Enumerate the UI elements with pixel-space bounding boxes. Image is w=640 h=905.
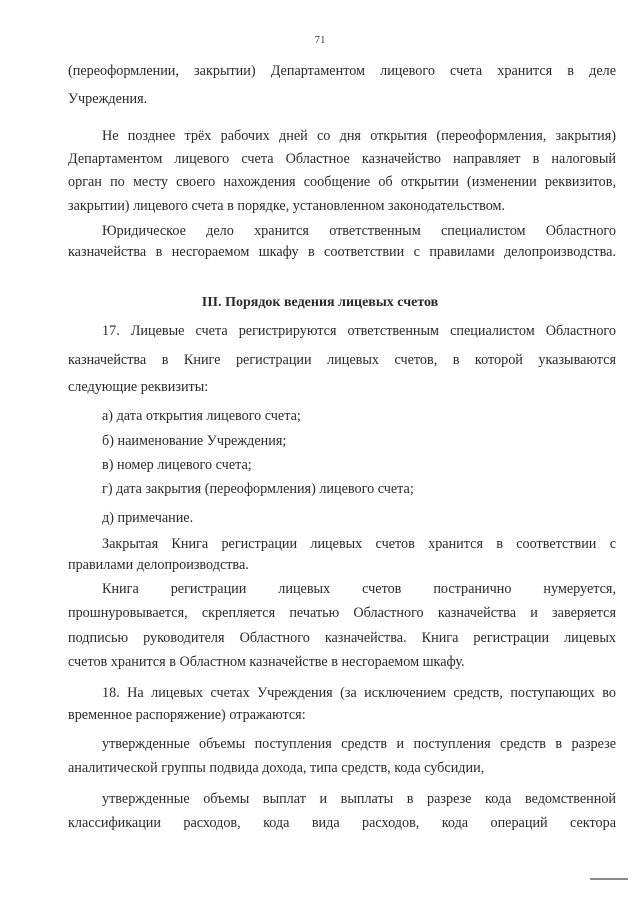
text-line: Книга регистрации лицевых счетов постранично нумеруется,: [102, 581, 616, 597]
text-line: аналитической группы подвида дохода, типа средств, кода субсидии,: [68, 760, 485, 776]
text-line: Закрытая Книга регистрации лицевых счетов хранится в соответствии с: [102, 536, 616, 552]
text-line: счетов хранится в Областном казначействе в несгораемом шкафу.: [68, 654, 465, 670]
text-line: правилами делопроизводства.: [68, 557, 249, 573]
text-line: казначейства в несгораемом шкафу в соответствии с правилами делопроизводства.: [68, 244, 616, 260]
text-line: орган по месту своего нахождения сообщение об открытии (изменении реквизитов,: [68, 174, 616, 190]
list-item: а) дата открытия лицевого счета;: [102, 408, 301, 424]
text-line: 18. На лицевых счетах Учреждения (за исключением средств, поступающих во: [102, 685, 616, 701]
text-line: утвержденные объемы поступления средств и поступления средств в разрезе: [102, 736, 616, 752]
text-line: Учреждения.: [68, 91, 148, 107]
text-line: подписью руководителя Областного казначейства. Книга регистрации лицевых: [68, 630, 616, 646]
text-line: прошнуровывается, скрепляется печатью Областного казначейства и заверяется: [68, 605, 616, 621]
text-line: закрытии) лицевого счета в порядке, установленном законодательством.: [68, 198, 506, 214]
list-item: в) номер лицевого счета;: [102, 457, 252, 473]
text-line: следующие реквизиты:: [68, 379, 209, 395]
section-heading: III. Порядок ведения лицевых счетов: [201, 295, 439, 310]
page-number: 71: [314, 34, 326, 46]
text-line: классификации расходов, кода вида расходов, кода операций сектора: [68, 815, 616, 831]
text-line: Департаментом лицевого счета Областное казначейство направляет в налоговый: [68, 151, 616, 167]
list-item: г) дата закрытия (переоформления) лицевого счета;: [102, 481, 414, 497]
text-line: (переоформлении, закрытии) Департаментом лицевого счета хранится в деле: [68, 63, 616, 79]
text-line: Юридическое дело хранится ответственным специалистом Областного: [102, 223, 616, 239]
scan-edge-mark: [590, 878, 628, 880]
list-item: д) примечание.: [102, 510, 194, 526]
text-line: 17. Лицевые счета регистрируются ответственным специалистом Областного: [102, 323, 616, 339]
text-line: временное распоряжение) отражаются:: [68, 707, 306, 723]
text-line: казначейства в Книге регистрации лицевых счетов, в которой указываются: [68, 352, 616, 368]
text-line: утвержденные объемы выплат и выплаты в разрезе кода ведомственной: [102, 791, 616, 807]
list-item: б) наименование Учреждения;: [102, 433, 287, 449]
text-line: Не позднее трёх рабочих дней со дня открытия (переоформления, закрытия): [102, 128, 616, 144]
